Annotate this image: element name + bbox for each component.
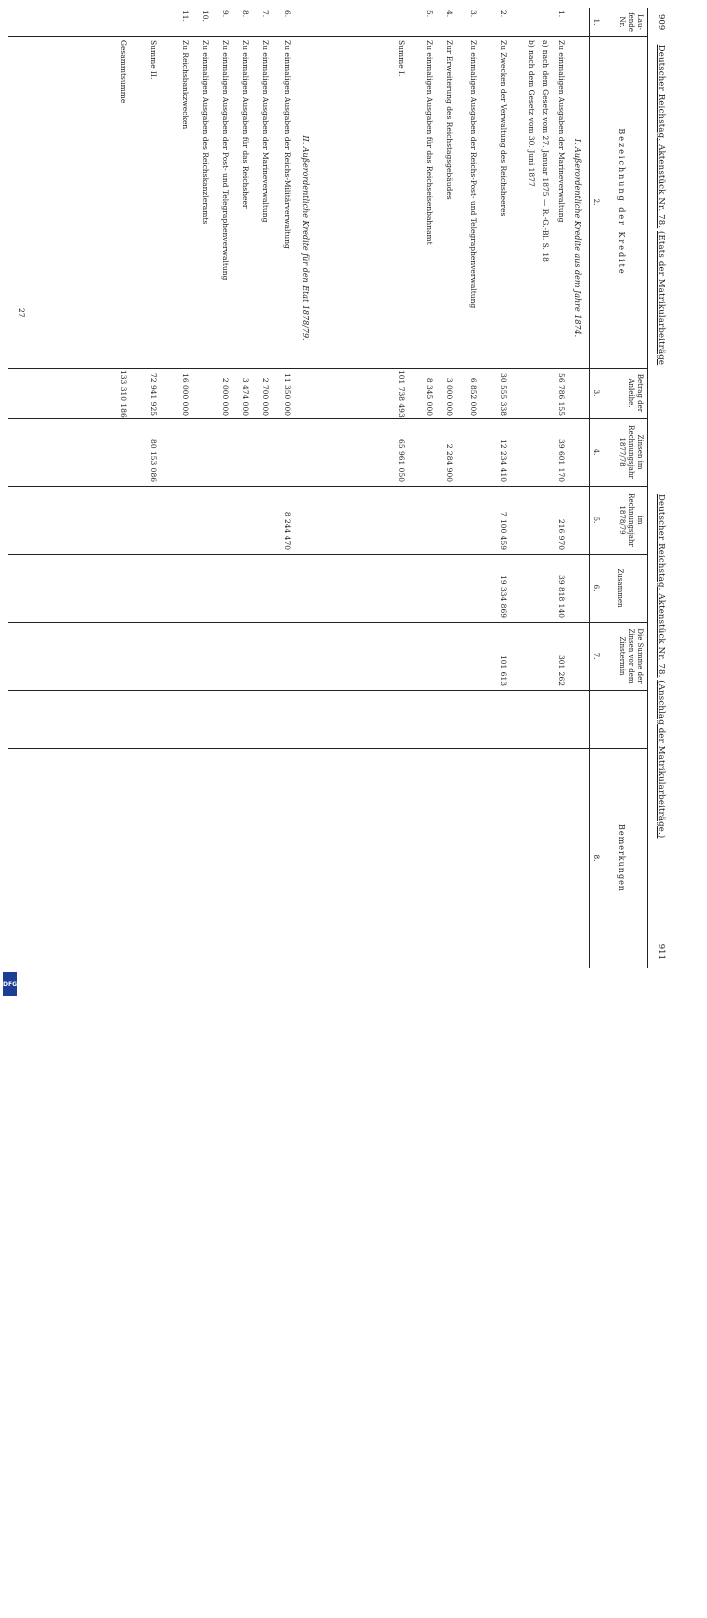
section-2-title: II. Außerordentliche Kredite für den Etat 1878/79.	[301, 135, 310, 341]
cell-c3: 39 818 140	[557, 575, 566, 618]
cell-c2: 216 970	[557, 518, 566, 550]
table-row	[196, 8, 210, 968]
table-row	[256, 8, 270, 968]
cell-betrag: 6 852 000	[469, 377, 478, 416]
top-rule	[647, 8, 648, 968]
cell-nr: 7.	[261, 10, 270, 18]
cell-c1: 80 153 086	[149, 439, 158, 482]
cell-desc: Zu Zwecken der Verwaltung des Reichsheeres	[499, 40, 508, 217]
col-header-1: Zinsen im Rechnungsjahr 1877/78	[618, 425, 644, 479]
cell-betrag: 101 738 493	[397, 370, 406, 418]
column-number: 5.	[592, 516, 600, 524]
column-number: 6.	[592, 584, 600, 592]
left-page-title-sub: (Etats der Matrikularbeiträge	[656, 230, 666, 366]
cell-betrag: 16 000 000	[181, 373, 190, 416]
right-page-header	[650, 494, 666, 964]
table-row	[216, 8, 230, 968]
right-page-title-sub: (Anschlag der Matrikularbeiträge.)	[656, 680, 666, 839]
cell-desc: Zu einmaligen Ausgaben der Marineverwaltung	[557, 40, 566, 223]
cell-betrag: 8 345 000	[425, 377, 434, 416]
cell-desc: Zu Reichsbankzwecken	[181, 40, 190, 130]
cell-desc: Zu einmaligen Ausgaben für das Reichseisenbahnamt	[425, 40, 434, 245]
cell-betrag: 72 941 925	[149, 373, 158, 416]
dfg-funding-strip	[0, 600, 22, 1000]
page-footnote: 27	[17, 308, 26, 318]
cell-desc: Summe I.	[397, 40, 406, 77]
cell-nr: 4.	[445, 10, 454, 18]
table-row	[536, 8, 550, 968]
right-page-title: Deutscher Reichstag. Aktenstück Nr. 78.	[656, 494, 666, 678]
left-page-header	[650, 14, 666, 484]
table-row	[144, 8, 158, 968]
table-row	[392, 8, 406, 968]
column-number: 7.	[592, 652, 600, 660]
right-page-number: 911	[656, 943, 666, 960]
cell-betrag: 2 000 000	[221, 377, 230, 416]
cell-c1: 2 284 900	[445, 443, 454, 482]
column-number: 1.	[592, 18, 600, 26]
col-header-remarks: Bemerkungen	[617, 824, 626, 892]
cell-nr: 10.	[201, 10, 210, 22]
cell-c1: 12 234 410	[499, 439, 508, 482]
table-row	[552, 8, 566, 968]
cell-nr: 2.	[499, 10, 508, 18]
table-row	[114, 8, 128, 968]
cell-desc: Summe II.	[149, 40, 158, 80]
table-row	[494, 8, 508, 968]
cell-desc: Gesammtsumme	[119, 40, 128, 104]
table-row	[176, 8, 190, 968]
cell-nr: 8.	[241, 10, 250, 18]
cell-desc: Zu einmaligen Ausgaben für das Reichsheer	[241, 40, 250, 209]
cell-c3: 19 334 869	[499, 575, 508, 618]
cell-desc: Zu einmaligen Ausgaben des Reichskanzleramts	[201, 40, 210, 225]
cell-betrag: 11 350 000	[283, 373, 292, 416]
cell-nr: 9.	[221, 10, 230, 18]
cell-desc: a) nach dem Gesetz vom 27. Januar 1875 — R.-G.-Bl. S. 18	[541, 40, 550, 262]
column-number: 3.	[592, 389, 600, 397]
cell-desc: b) nach dem Gesetz vom 30. Juni 1877	[527, 40, 536, 187]
column-number: 8.	[592, 854, 600, 862]
col-header-nr: Lau- fende Nr.	[618, 12, 644, 32]
cell-nr: 6.	[283, 10, 292, 18]
table-row	[236, 8, 250, 968]
dfg-logo-icon: DFG	[3, 972, 17, 996]
cell-desc: Zu einmaligen Ausgaben der Reichs-Post- und Telegraphenverwaltung	[469, 40, 478, 309]
dfg-funding-note	[0, 1200, 1, 1600]
table-row	[440, 8, 454, 968]
col-header-amount: Betrag der Anleihe.	[627, 373, 644, 413]
cell-nr: 5.	[425, 10, 434, 18]
section-title: I. Außerordentliche Kredite aus dem Jahre 1874.	[573, 138, 582, 338]
cell-c1: 65 961 050	[397, 439, 406, 482]
cell-betrag: 3 474 000	[241, 377, 250, 416]
col-header-description: Bezeichnung der Kredite	[617, 128, 626, 276]
header-bottom-rule	[589, 8, 590, 968]
table-row	[522, 8, 536, 968]
table-row	[464, 8, 478, 968]
cell-nr: 11.	[181, 10, 190, 22]
col-header-4: Die Summe der Zinsen vor dem Zinstermin	[618, 628, 644, 684]
cell-betrag: 133 310 186	[119, 370, 128, 418]
rotated-table-sheet	[0, 8, 668, 968]
cell-betrag: 3 000 000	[445, 377, 454, 416]
cell-c1: 39 601 170	[557, 439, 566, 482]
col-header-3: Zusammen	[616, 568, 624, 608]
left-page-title: Deutscher Reichstag. Aktenstück Nr. 78.	[656, 44, 666, 229]
cell-nr: 3.	[469, 10, 478, 18]
col-header-2: im Rechnungsjahr 1878/79	[618, 493, 644, 547]
cell-betrag: 56 786 155	[557, 373, 566, 416]
column-number: 2.	[592, 198, 600, 206]
column-number: 4.	[592, 448, 600, 456]
left-page-number: 909	[656, 14, 666, 31]
cell-c2: 8 244 470	[283, 511, 292, 550]
cell-desc: Zu einmaligen Ausgaben der Post- und Telegraphenverwaltung	[221, 40, 230, 281]
cell-desc: Zur Erweiterung des Reichstagsgebäudes	[445, 40, 454, 200]
table-row	[420, 8, 434, 968]
cell-desc: Zu einmaligen Ausgaben der Marineverwaltung	[261, 40, 270, 223]
cell-betrag: 30 555 338	[499, 373, 508, 416]
cell-c4: 101 613	[499, 654, 508, 686]
cell-c4: 301 262	[557, 654, 566, 686]
cell-c2: 7 100 459	[499, 511, 508, 550]
cell-nr: 1.	[557, 10, 566, 18]
cell-betrag: 2 700 000	[261, 377, 270, 416]
cell-desc: Zu einmaligen Ausgaben der Reichs-Militärverwaltung	[283, 40, 292, 249]
table-row	[278, 8, 292, 968]
